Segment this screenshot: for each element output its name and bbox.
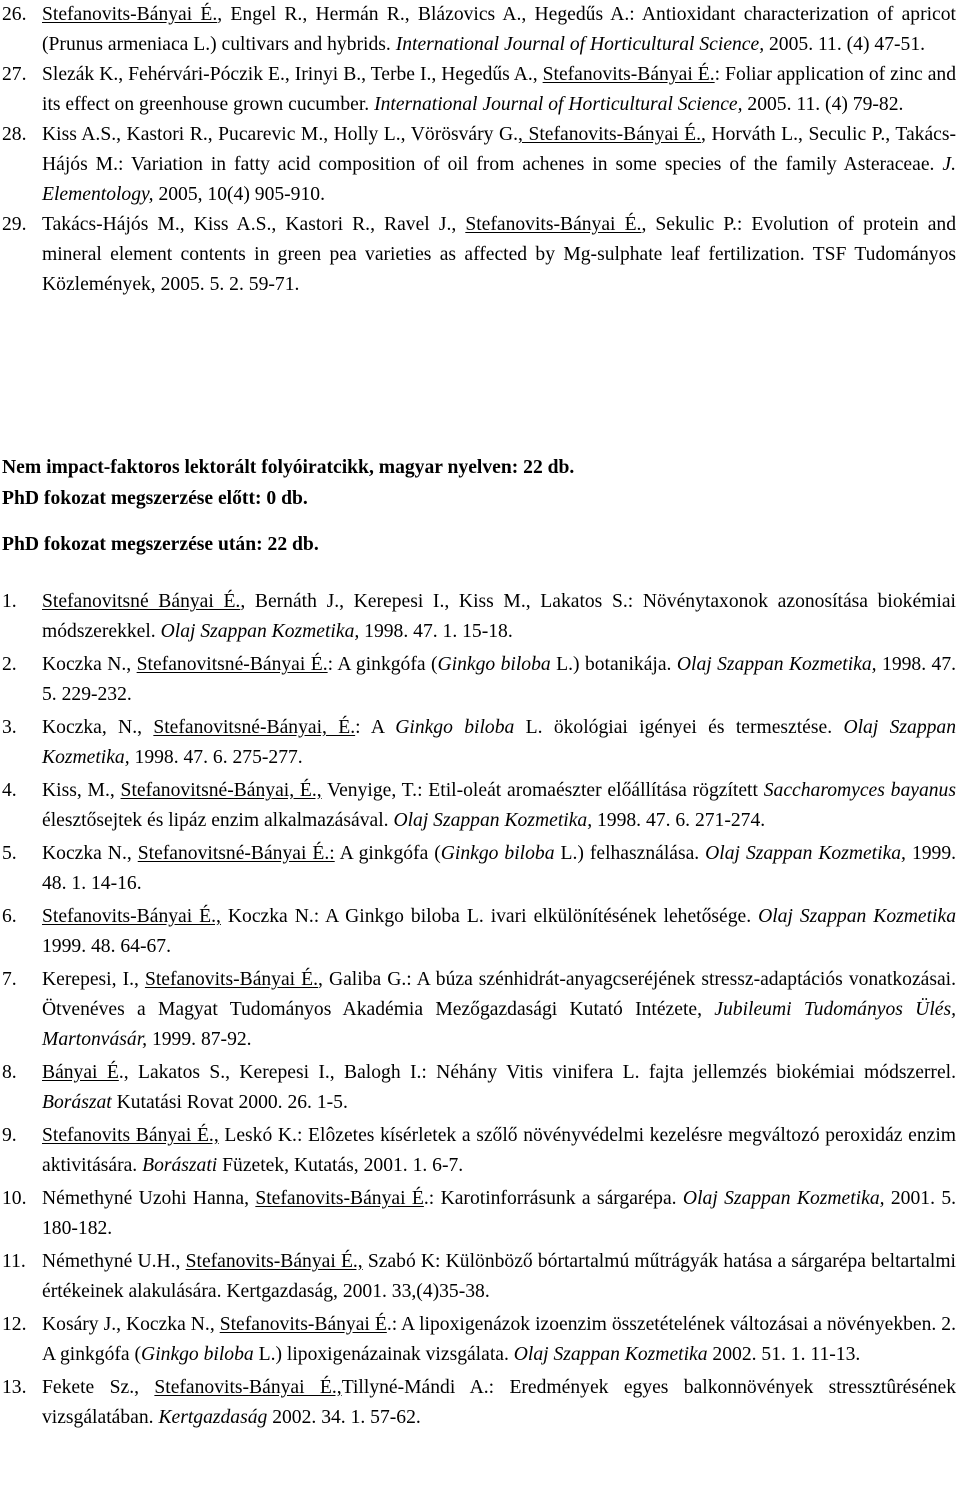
reference-item bbox=[0, 1058, 956, 1118]
reference-segment: Leskó K.: Elôzetes kísérletek a szőlő növényvédelmi kezelésre megváltozó peroxidáz enzim aktivitására. bbox=[42, 1125, 957, 1176]
reference-segment: Füzetek, Kutatás, 2001. 1. 6-7. bbox=[217, 1155, 464, 1176]
reference-segment: Kutatási Rovat 2000. 26. 1-5. bbox=[111, 1092, 348, 1113]
journal-title: Borászat bbox=[42, 1092, 112, 1113]
reference-segment: Koczka N., bbox=[42, 654, 137, 675]
journal-title: Olaj Szappan Kozmetika, bbox=[705, 843, 906, 864]
reference-segment: .: Karotinforrásunk a sárgarépa. bbox=[423, 1188, 683, 1209]
reference-segment: , Bernáth J., Kerepesi I., Kiss M., Lakatos S.: Növénytaxonok azonosítása biokémiai módszerekkel. bbox=[42, 591, 956, 642]
reference-list-english bbox=[0, 0, 956, 300]
reference-number: 5. bbox=[2, 843, 17, 864]
reference-segment: 1999. 48. 64-67. bbox=[42, 936, 171, 957]
reference-text bbox=[42, 120, 956, 210]
reference-text bbox=[42, 1310, 956, 1370]
reference-segment: .: A lipoxigenázok izoenzim összetételének változásai a növényekben. 2. A ginkgófa ( bbox=[42, 1314, 956, 1365]
reference-segment: Szabó K: Különböző bórtartalmú műtrágyák hatása a sárgarépa beltartalmi értékeinek alakulására. Kertgazdaság, 2001. 33,(4)35-38. bbox=[42, 1251, 957, 1302]
reference-segment: 1998. 47. 6. 271-274. bbox=[592, 810, 766, 831]
reference-segment: A ginkgófa ( bbox=[334, 843, 441, 864]
author-highlight: Stefanovits-Bányai É. bbox=[144, 969, 319, 990]
reference-segment: 1998. 47. 5. 229-232. bbox=[42, 654, 957, 705]
reference-segment: : Foliar application of zinc and its effect on greenhouse grown cucumber. bbox=[42, 64, 957, 115]
reference-text bbox=[42, 1247, 956, 1307]
reference-segment: , Sekulic P.: Evolution of protein and mineral element contents in green pea varieties as affected by Mg-sulphate leaf fertilization. TSF Tudományos Közlemények, 2005. 5. 2. 59-71. bbox=[42, 214, 956, 295]
reference-item bbox=[0, 1121, 956, 1181]
reference-segment: 2005. 11. (4) 47-51. bbox=[764, 34, 926, 55]
reference-number: 13. bbox=[2, 1377, 27, 1398]
reference-number: 26. bbox=[2, 4, 27, 25]
author-highlight: Stefanovits-Bányai É bbox=[219, 1314, 387, 1335]
reference-text bbox=[42, 902, 956, 962]
author-highlight: Stefanovits-Bányai É bbox=[255, 1188, 424, 1209]
reference-segment: ., Lakatos S., Kerepesi I., Balogh I.: Néhány Vitis vinifera L. fajta jellemzés biokémiai módszerrel. bbox=[118, 1062, 956, 1083]
journal-title: Olaj Szappan Kozmetika bbox=[513, 1344, 708, 1365]
reference-number: 6. bbox=[2, 906, 17, 927]
author-highlight: Stefanovits-Bányai É., bbox=[42, 906, 221, 927]
reference-segment: L. ökológiai igényei és termesztése. bbox=[514, 717, 844, 738]
reference-number: 4. bbox=[2, 780, 17, 801]
reference-segment: 2005, 10(4) 905-910. bbox=[153, 184, 325, 205]
journal-title: Ginkgo biloba bbox=[440, 843, 555, 864]
reference-segment: 2005. 11. (4) 79-82. bbox=[742, 94, 904, 115]
reference-number: 10. bbox=[2, 1188, 27, 1209]
journal-title: Olaj Szappan Kozmetika, bbox=[42, 717, 957, 768]
reference-segment: : A bbox=[355, 717, 396, 738]
journal-title: Ginkgo biloba bbox=[437, 654, 551, 675]
journal-title: Ginkgo biloba bbox=[395, 717, 515, 738]
reference-segment: 2002. 34. 1. 57-62. bbox=[267, 1407, 421, 1428]
journal-title: Olaj Szappan Kozmetika, bbox=[676, 654, 877, 675]
section-heading-before-phd: PhD fokozat megszerzése előtt: 0 db. bbox=[2, 488, 308, 509]
journal-title: Saccharomyces bayanus bbox=[763, 780, 956, 801]
reference-number: 1. bbox=[2, 591, 17, 612]
reference-text bbox=[42, 776, 956, 836]
reference-item bbox=[0, 902, 956, 962]
reference-item bbox=[0, 1373, 956, 1433]
reference-item bbox=[0, 587, 956, 647]
reference-segment: Fekete Sz., bbox=[42, 1377, 155, 1398]
author-highlight: Stefanovits-Bányai É. bbox=[465, 214, 642, 235]
reference-item bbox=[0, 713, 956, 773]
reference-item bbox=[0, 120, 956, 210]
reference-text bbox=[42, 210, 956, 300]
author-highlight: Stefanovitsné Bányai É. bbox=[42, 591, 241, 612]
author-highlight: Stefanovits Bányai É., bbox=[42, 1125, 219, 1146]
journal-title: Borászati bbox=[142, 1155, 218, 1176]
author-highlight: Stefanovitsné-Bányai, É. bbox=[153, 717, 356, 738]
reference-number: 2. bbox=[2, 654, 17, 675]
reference-segment: Kiss, M., bbox=[42, 780, 121, 801]
journal-title: Olaj Szappan Kozmetika, bbox=[393, 810, 593, 831]
reference-segment: Tillyné-Mándi A.: Eredmények egyes balkonnövények stressztûrésének vizsgálatában. bbox=[42, 1377, 956, 1428]
reference-text bbox=[42, 650, 956, 710]
journal-title: J. Elementology, bbox=[42, 154, 956, 205]
reference-segment: L.) lipoxigenázainak vizsgálata. bbox=[253, 1344, 514, 1365]
reference-number: 29. bbox=[2, 214, 27, 235]
reference-segment: , Engel R., Hermán R., Blázovics A., Hegedűs A.: Antioxidant characterization of apricot (Prunus armeniaca L.) cultivars and hybrids. bbox=[42, 4, 956, 55]
reference-segment: Slezák K., Fehérvári-Póczik E., Irinyi B., Terbe I., Hegedűs A., bbox=[42, 64, 543, 85]
journal-title: Olaj Szappan Kozmetika, bbox=[682, 1188, 885, 1209]
journal-title: Kertgazdaság bbox=[158, 1407, 268, 1428]
reference-item bbox=[0, 839, 956, 899]
reference-segment: 1999. 87-92. bbox=[147, 1029, 252, 1050]
reference-segment: Koczka N.: A Ginkgo biloba L. ivari elkülönítésének lehetősége. bbox=[220, 906, 759, 927]
reference-number: 27. bbox=[2, 64, 27, 85]
reference-segment: Venyige, T.: Etil-oleát aromaészter előállítása rögzített bbox=[321, 780, 764, 801]
author-highlight: Stefanovitsné-Bányai É. bbox=[136, 654, 328, 675]
reference-text bbox=[42, 839, 956, 899]
reference-item bbox=[0, 965, 956, 1055]
reference-item bbox=[0, 1247, 956, 1307]
reference-segment: , Galiba G.: A búza szénhidrát-anyagcseréjének stressz-adaptációs vonatkozásai. Ötvenéves a Magyat Tudományos Akadémia Mezőgazdasági Kutató Intézete, bbox=[42, 969, 957, 1020]
reference-segment: Takács-Hájós M., Kiss A.S., Kastori R., Ravel J., bbox=[42, 214, 466, 235]
journal-title: Ginkgo biloba bbox=[141, 1344, 254, 1365]
reference-number: 11. bbox=[2, 1251, 26, 1272]
reference-segment: Némethyné Uzohi Hanna, bbox=[42, 1188, 256, 1209]
reference-text bbox=[42, 713, 956, 773]
reference-number: 12. bbox=[2, 1314, 27, 1335]
reference-text bbox=[42, 1121, 956, 1181]
journal-title: Jubileumi Tudományos Ülés, Martonvásár, bbox=[42, 999, 956, 1050]
author-highlight: Stefanovitsné-Bányai, É., bbox=[120, 780, 322, 801]
reference-number: 8. bbox=[2, 1062, 17, 1083]
reference-segment: 1998. 47. 6. 275-277. bbox=[129, 747, 303, 768]
reference-item bbox=[0, 0, 956, 60]
reference-item bbox=[0, 1184, 956, 1244]
reference-item bbox=[0, 650, 956, 710]
reference-number: 3. bbox=[2, 717, 17, 738]
author-highlight: Stefanovits-Bányai É., bbox=[154, 1377, 342, 1398]
reference-text bbox=[42, 0, 956, 60]
reference-segment: élesztősejtek és lipáz enzim alkalmazásával. bbox=[42, 810, 394, 831]
reference-text bbox=[42, 60, 956, 120]
reference-segment: 1998. 47. 1. 15-18. bbox=[359, 621, 513, 642]
reference-list-hungarian bbox=[0, 587, 956, 1433]
reference-item bbox=[0, 1310, 956, 1370]
reference-text bbox=[42, 1373, 956, 1433]
reference-segment: 1999. 48. 1. 14-16. bbox=[42, 843, 957, 894]
reference-segment: Koczka, N., bbox=[42, 717, 154, 738]
author-highlight: Stefanovits-Bányai É., bbox=[185, 1251, 363, 1272]
reference-text bbox=[42, 587, 956, 647]
section-heading-after-phd: PhD fokozat megszerzése után: 22 db. bbox=[2, 534, 319, 555]
author-highlight: , Stefanovits-Bányai É. bbox=[518, 124, 702, 145]
reference-segment: Kosáry J., Koczka N., bbox=[42, 1314, 220, 1335]
reference-segment: Némethyné U.H., bbox=[42, 1251, 186, 1272]
reference-segment: L.) felhasználása. bbox=[554, 843, 706, 864]
reference-item bbox=[0, 60, 956, 120]
reference-segment: , Horváth L., Seculic P., Takács-Hájós M.: Variation in fatty acid composition of oil from achenes in some species of the family Asteraceae. bbox=[42, 124, 956, 175]
author-highlight: Stefanovitsné-Bányai É.: bbox=[137, 843, 335, 864]
journal-title: International Journal of Horticultural Science, bbox=[374, 94, 743, 115]
reference-text bbox=[42, 965, 956, 1055]
reference-item bbox=[0, 210, 956, 300]
reference-number: 7. bbox=[2, 969, 17, 990]
section-heading-non-impact: Nem impact-faktoros lektorált folyóiratcikk, magyar nyelven: 22 db. bbox=[2, 457, 575, 478]
author-highlight: Stefanovits-Bányai É. bbox=[542, 64, 715, 85]
reference-segment: Koczka N., bbox=[42, 843, 138, 864]
journal-title: Olaj Szappan Kozmetika bbox=[758, 906, 956, 927]
reference-text bbox=[42, 1058, 956, 1118]
reference-segment: 2001. 5. 180-182. bbox=[42, 1188, 957, 1239]
journal-title: Olaj Szappan Kozmetika, bbox=[160, 621, 360, 642]
reference-number: 9. bbox=[2, 1125, 17, 1146]
journal-title: International Journal of Horticultural Science, bbox=[395, 34, 765, 55]
reference-segment: 2002. 51. 1. 11-13. bbox=[707, 1344, 861, 1365]
reference-segment: L.) botanikája. bbox=[550, 654, 677, 675]
reference-text bbox=[42, 1184, 956, 1244]
reference-segment: Kiss A.S., Kastori R., Pucarevic M., Holly L., Vörösváry G. bbox=[42, 124, 519, 145]
author-highlight: Bányai É bbox=[42, 1062, 119, 1083]
author-highlight: Stefanovits-Bányai É. bbox=[42, 4, 218, 25]
reference-number: 28. bbox=[2, 124, 27, 145]
reference-item bbox=[0, 776, 956, 836]
reference-segment: Kerepesi, I., bbox=[42, 969, 145, 990]
reference-segment: : A ginkgófa ( bbox=[327, 654, 438, 675]
